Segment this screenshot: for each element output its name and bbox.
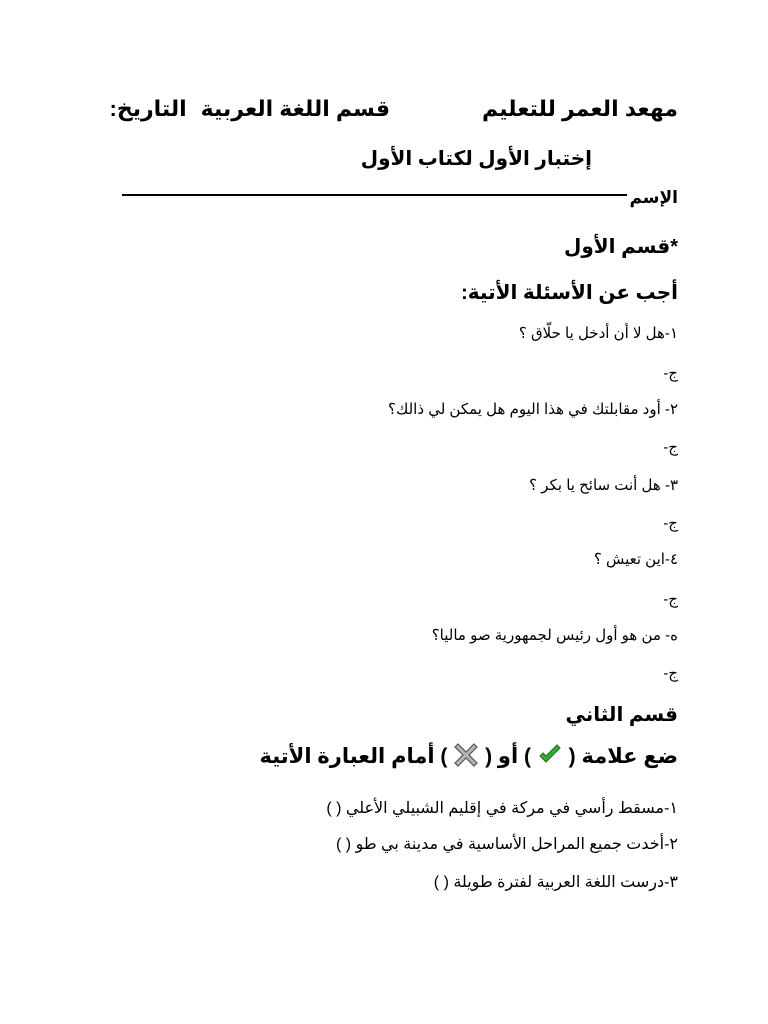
answer-1: ج- bbox=[663, 365, 678, 382]
answer-2: ج- bbox=[663, 439, 678, 456]
statement-3: ٣-درست اللغة العربية لفترة طويلة ( ) bbox=[433, 874, 678, 891]
question-1: ١-هل لا أن أدخل يا حلّاق ؟ bbox=[518, 325, 678, 342]
statement-2: ٢-أخدت جميع المراحل الأساسية في مدينة بي طو ( ) bbox=[336, 836, 678, 853]
answer-5: ج- bbox=[663, 665, 678, 682]
header-line bbox=[110, 96, 678, 122]
name-label: الإسم bbox=[629, 188, 678, 207]
question-4: ٤-اين تعيش ؟ bbox=[593, 551, 678, 568]
instruction-part-1: ضع علامة ( bbox=[568, 745, 678, 768]
question-3: ٣- هل أنت سائح يا بكر ؟ bbox=[529, 477, 678, 494]
statement-1: ١-مسقط رأسي في مركة في إقليم الشبيلي الأعلي ( ) bbox=[326, 800, 678, 817]
answer-3: ج- bbox=[663, 515, 678, 532]
date-label: التاريخ: bbox=[109, 96, 187, 121]
question-2: ٢- أود مقابلتك في هذا اليوم هل يمكن لي ذالك؟ bbox=[388, 401, 678, 418]
name-line bbox=[122, 188, 678, 208]
exam-title: إختبار الأول لكتاب الأول bbox=[360, 148, 592, 170]
cross-icon bbox=[453, 742, 479, 768]
section1-title: *قسم الأول bbox=[563, 236, 678, 258]
department-name: قسم اللغة العربية bbox=[200, 96, 390, 121]
name-underline bbox=[122, 194, 627, 196]
section1-instruction: أجب عن الأسئلة الأتية: bbox=[461, 282, 678, 304]
answer-4: ج- bbox=[663, 591, 678, 608]
section2-instruction bbox=[259, 744, 678, 770]
section2-title: قسم الثاني bbox=[565, 704, 678, 726]
check-icon bbox=[537, 742, 563, 768]
instruction-part-2: ) أو ( bbox=[485, 745, 531, 768]
instruction-part-3: ) أمام العبارة الأتية bbox=[259, 745, 448, 768]
institute-name: مهعد العمر للتعليم bbox=[481, 96, 678, 121]
question-5: ه- من هو أول رئيس لجمهورية صو ماليا؟ bbox=[431, 627, 678, 644]
